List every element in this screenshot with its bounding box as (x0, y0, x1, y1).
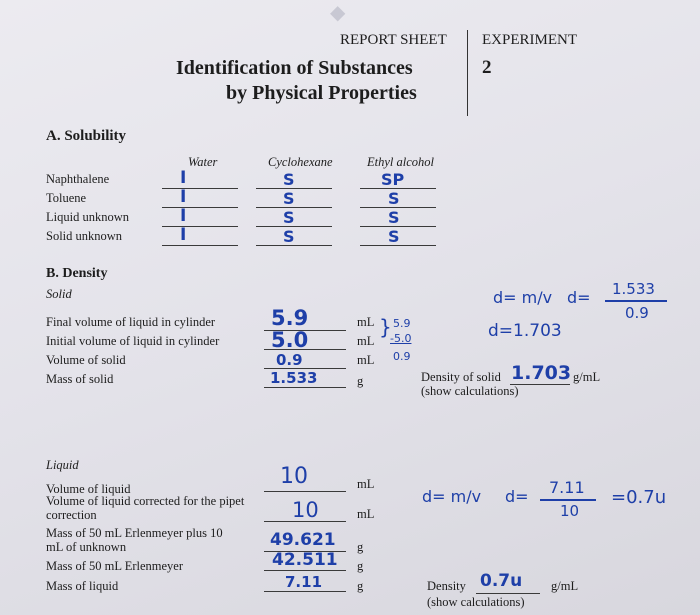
label-mass-flask-plus: Mass of 50 mL Erlenmeyer plus 10 mL of unknown (46, 526, 223, 554)
answer-line (264, 491, 346, 492)
unit-final-volume: mL (357, 315, 375, 329)
solid-density-unit: g/mL (573, 370, 601, 384)
unit-mass-flask: g (357, 559, 364, 573)
experiment-label: EXPERIMENT (482, 32, 577, 48)
answer-line (162, 226, 238, 227)
answer-solid-unknown-ethanol: S (388, 227, 400, 246)
liquid-density-unit: g/mL (551, 579, 579, 593)
liquid-fraction-bar (540, 499, 596, 501)
liquid-density-label: Density (427, 579, 466, 593)
value-mass-flask-plus: 49.621 (270, 530, 336, 550)
unit-volume-liquid: mL (357, 477, 375, 491)
row-label-toluene: Toluene (46, 191, 87, 205)
liquid-calc-numerator: 7.11 (549, 478, 585, 497)
liquid-calc-denominator: 10 (560, 502, 580, 520)
report-sheet-label: REPORT SHEET (340, 32, 447, 48)
col-ethyl-alcohol: Ethyl alcohol (367, 155, 434, 169)
answer-line (510, 384, 570, 385)
answer-toluene-water: I (180, 187, 187, 207)
label-volume-solid: Volume of solid (46, 353, 126, 367)
answer-liquid-unknown-ethanol: S (388, 208, 400, 227)
label-mass-flask: Mass of 50 mL Erlenmeyer (46, 559, 183, 573)
row-label-liquid-unknown: Liquid unknown (46, 210, 129, 224)
page-title-line2: by Physical Properties (226, 82, 417, 104)
label-final-volume: Final volume of liquid in cylinder (46, 315, 216, 329)
page-title-line1: Identification of Substances (176, 57, 413, 79)
liquid-subheading: Liquid (46, 458, 79, 472)
value-volume-solid: 0.9 (276, 351, 303, 369)
side-calc-bottom: -5.0 (390, 332, 412, 345)
answer-line (162, 245, 238, 246)
label-initial-volume: Initial volume of liquid in cylinder (46, 334, 220, 348)
value-mass-flask: 42.511 (272, 550, 338, 570)
liquid-formula: d= m/v (422, 487, 482, 506)
answer-liquid-unknown-cyclohexane: S (283, 208, 295, 227)
row-label-naphthalene: Naphthalene (46, 172, 110, 186)
answer-line (264, 387, 346, 388)
answer-solid-unknown-water: I (180, 225, 187, 245)
answer-solid-unknown-cyclohexane: S (283, 227, 295, 246)
side-calc-result: 0.9 (393, 350, 411, 363)
experiment-number: 2 (482, 57, 492, 78)
value-volume-liquid: 10 (280, 464, 308, 489)
answer-toluene-ethanol: S (388, 189, 400, 208)
solid-formula: d= m/v (493, 288, 553, 307)
background-watermark: ◆ (330, 2, 346, 24)
solid-result: d=1.703 (488, 321, 562, 341)
answer-naphthalene-water: I (180, 168, 187, 188)
col-cyclohexane: Cyclohexane (268, 155, 333, 169)
solid-density-value: 1.703 (511, 362, 572, 384)
unit-initial-volume: mL (357, 334, 375, 348)
show-calculations-solid: (show calculations) (421, 384, 519, 398)
answer-naphthalene-ethanol: SP (381, 170, 405, 189)
solid-fraction-bar (605, 300, 667, 302)
liquid-calc-result: =0.7u (611, 487, 667, 508)
answer-line (476, 593, 540, 594)
value-volume-corrected: 10 (292, 498, 319, 522)
label-mass-solid: Mass of solid (46, 372, 114, 386)
show-calculations-liquid: (show calculations) (427, 595, 525, 609)
answer-line (162, 207, 238, 208)
label-mass-liquid: Mass of liquid (46, 579, 119, 593)
label-volume-liquid: Volume of liquid (46, 482, 131, 496)
header-divider (467, 30, 468, 116)
value-initial-volume: 5.0 (271, 328, 309, 352)
density-heading: B. Density (46, 266, 108, 281)
solid-subheading: Solid (46, 287, 72, 301)
answer-liquid-unknown-water: I (180, 206, 187, 226)
label-volume-corrected: Volume of liquid corrected for the pipet correction (46, 494, 245, 522)
side-calc-brace: } (379, 315, 392, 339)
solubility-heading: A. Solubility (46, 128, 127, 144)
solid-calc-numerator: 1.533 (612, 280, 655, 298)
solid-calc-denominator: 0.9 (625, 304, 649, 322)
solid-calc-lhs: d= (567, 288, 591, 307)
side-calc-top: 5.9 (393, 317, 411, 330)
unit-mass-flask-plus: g (357, 540, 364, 554)
answer-line (162, 188, 238, 189)
answer-toluene-cyclohexane: S (283, 189, 295, 208)
col-water: Water (188, 155, 218, 169)
unit-mass-liquid: g (357, 579, 364, 593)
answer-line (264, 570, 346, 571)
value-final-volume: 5.9 (271, 306, 309, 330)
unit-volume-solid: mL (357, 353, 375, 367)
value-mass-solid: 1.533 (270, 369, 318, 387)
answer-line (264, 591, 346, 592)
value-mass-liquid: 7.11 (285, 573, 323, 591)
answer-naphthalene-cyclohexane: S (283, 170, 295, 189)
liquid-density-value: 0.7u (480, 571, 523, 591)
row-label-solid-unknown: Solid unknown (46, 229, 123, 243)
unit-mass-solid: g (357, 374, 364, 388)
solid-density-label: Density of solid (421, 370, 501, 384)
unit-volume-corrected: mL (357, 507, 375, 521)
liquid-calc-lhs: d= (505, 487, 529, 506)
